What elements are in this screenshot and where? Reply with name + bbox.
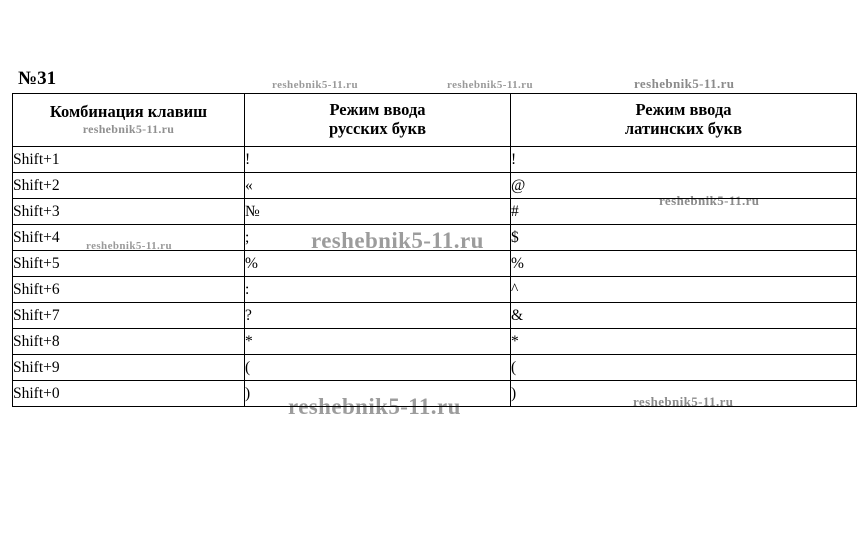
column-header-russian xyxy=(245,94,511,147)
cell-latin: ^ xyxy=(511,277,857,303)
cell-russian: * xyxy=(245,329,511,355)
cell-russian: ? xyxy=(245,303,511,329)
column-header-combination xyxy=(13,94,245,147)
table-row xyxy=(13,173,857,199)
table-header-row xyxy=(13,94,857,147)
table-row xyxy=(13,225,857,251)
table-row xyxy=(13,329,857,355)
cell-latin: # xyxy=(511,199,857,225)
cell-latin: ) xyxy=(511,381,857,407)
cell-russian: « xyxy=(245,173,511,199)
watermark-top-right: reshebnik5-11.ru xyxy=(634,76,735,91)
cell-combination: Shift+5 xyxy=(13,251,245,277)
cell-russian: № xyxy=(245,199,511,225)
cell-russian: ! xyxy=(245,147,511,173)
table-row xyxy=(13,355,857,381)
column-header-latin xyxy=(511,94,857,147)
table-row xyxy=(13,381,857,407)
cell-russian: ) xyxy=(245,381,511,407)
column-header-combination-label: Комбинация клавиш xyxy=(49,102,208,122)
watermark-row4-left: reshebnik5-11.ru xyxy=(86,240,172,252)
cell-latin: ! xyxy=(511,147,857,173)
cell-combination: Shift+3 xyxy=(13,199,245,225)
cell-latin: * xyxy=(511,329,857,355)
task-number: №31 xyxy=(18,68,57,89)
cell-combination: Shift+8 xyxy=(13,329,245,355)
table-row xyxy=(13,303,857,329)
watermark-bottom-center: reshebnik5-11.ru xyxy=(288,394,461,419)
watermark-top-left: reshebnik5-11.ru xyxy=(272,79,358,91)
cell-russian: : xyxy=(245,277,511,303)
cell-combination: Shift+0 xyxy=(13,381,245,407)
cell-latin: % xyxy=(511,251,857,277)
table-row xyxy=(13,277,857,303)
watermark-center-big: reshebnik5-11.ru xyxy=(311,228,484,253)
cell-latin: & xyxy=(511,303,857,329)
watermark-bottom-right: reshebnik5-11.ru xyxy=(633,394,734,409)
table-row xyxy=(13,199,857,225)
key-combinations-table xyxy=(12,93,857,407)
column-header-latin-line2: латинских букв xyxy=(624,119,743,138)
cell-combination: Shift+9 xyxy=(13,355,245,381)
cell-latin: $ xyxy=(511,225,857,251)
cell-russian: ( xyxy=(245,355,511,381)
cell-latin: @ xyxy=(511,173,857,199)
cell-latin: ( xyxy=(511,355,857,381)
table-row xyxy=(13,251,857,277)
watermark-right-row2: reshebnik5-11.ru xyxy=(659,193,760,208)
cell-combination: Shift+1 xyxy=(13,147,245,173)
cell-russian: % xyxy=(245,251,511,277)
cell-combination: Shift+4 xyxy=(13,225,245,251)
column-header-russian-line1: Режим ввода xyxy=(329,100,426,120)
cell-combination: Shift+6 xyxy=(13,277,245,303)
table-row xyxy=(13,147,857,173)
watermark-top-center: reshebnik5-11.ru xyxy=(447,79,533,91)
cell-combination: Shift+7 xyxy=(13,303,245,329)
cell-russian: ; xyxy=(245,225,511,251)
column-header-latin-line1: Режим ввода xyxy=(635,100,732,120)
watermark-header-col1: reshebnik5-11.ru xyxy=(82,122,175,137)
column-header-russian-line2: русских букв xyxy=(328,119,427,138)
cell-combination: Shift+2 xyxy=(13,173,245,199)
